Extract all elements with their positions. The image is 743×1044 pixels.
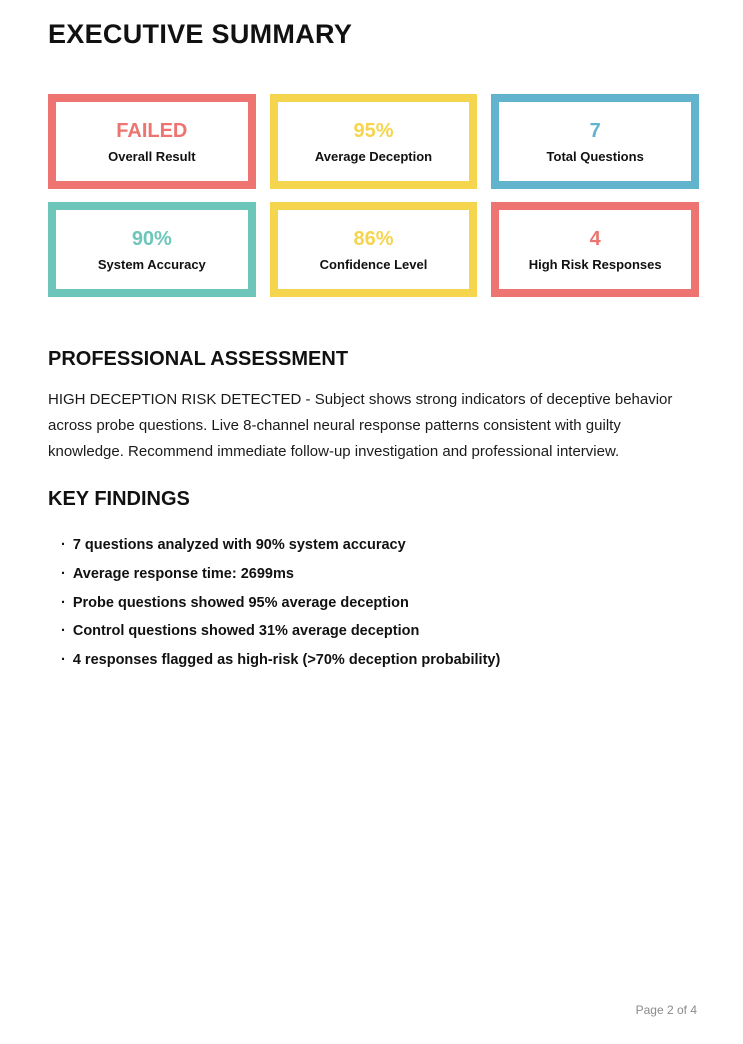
key-finding-item: [61, 617, 697, 646]
stat-card: [48, 202, 256, 297]
stat-card-value: 86%: [353, 227, 394, 250]
stat-card: [270, 94, 478, 189]
key-finding-item: [61, 646, 697, 675]
bullet-icon: ·: [61, 594, 66, 611]
professional-assessment-heading: PROFESSIONAL ASSESSMENT: [48, 348, 349, 370]
bullet-icon: ·: [61, 623, 66, 640]
key-finding-item: [61, 531, 697, 560]
stat-card-label: Overall Result: [108, 148, 196, 164]
stat-card: [270, 202, 478, 297]
key-finding-text: 7 questions analyzed with 90% system accuracy: [72, 537, 406, 553]
professional-assessment-body: HIGH DECEPTION RISK DETECTED - Subject shows strong indicators of deceptive behavior across probe questions. Live 8-channel neural response patterns consistent with guilty knowledge. Recommend immediate follow-up investigation and professional interview.: [48, 391, 673, 460]
stat-card-value: 95%: [353, 119, 394, 142]
stat-cards-grid: [48, 94, 699, 297]
key-finding-item: [61, 560, 697, 589]
stat-card: [491, 94, 699, 189]
stat-card-label: Confidence Level: [319, 256, 428, 272]
key-finding-text: Average response time: 2699ms: [72, 565, 294, 582]
key-findings-heading: KEY FINDINGS: [48, 488, 190, 510]
key-finding-text: Control questions showed 31% average deception: [72, 623, 420, 640]
stat-card-label: High Risk Responses: [528, 256, 662, 272]
stat-card-value: 4: [589, 227, 601, 250]
bullet-icon: ·: [61, 537, 66, 553]
stat-card: [491, 202, 699, 297]
bullet-icon: ·: [61, 565, 66, 582]
key-finding-text: Probe questions showed 95% average deception: [72, 594, 409, 611]
key-findings-list: [48, 531, 697, 675]
stat-card-value: FAILED: [116, 119, 188, 142]
page-number: Page 2 of 4: [635, 1003, 697, 1017]
key-finding-text: 4 responses flagged as high-risk (>70% deception probability): [72, 652, 501, 669]
stat-card-value: 90%: [131, 227, 172, 250]
stat-card-value: 7: [589, 119, 601, 142]
stat-card-label: System Accuracy: [97, 256, 206, 272]
stat-card-label: Total Questions: [546, 148, 644, 164]
key-finding-item: [61, 589, 697, 618]
stat-card: [48, 94, 256, 189]
page-title: EXECUTIVE SUMMARY: [48, 19, 353, 49]
bullet-icon: ·: [61, 652, 66, 669]
stat-card-label: Average Deception: [314, 148, 433, 164]
